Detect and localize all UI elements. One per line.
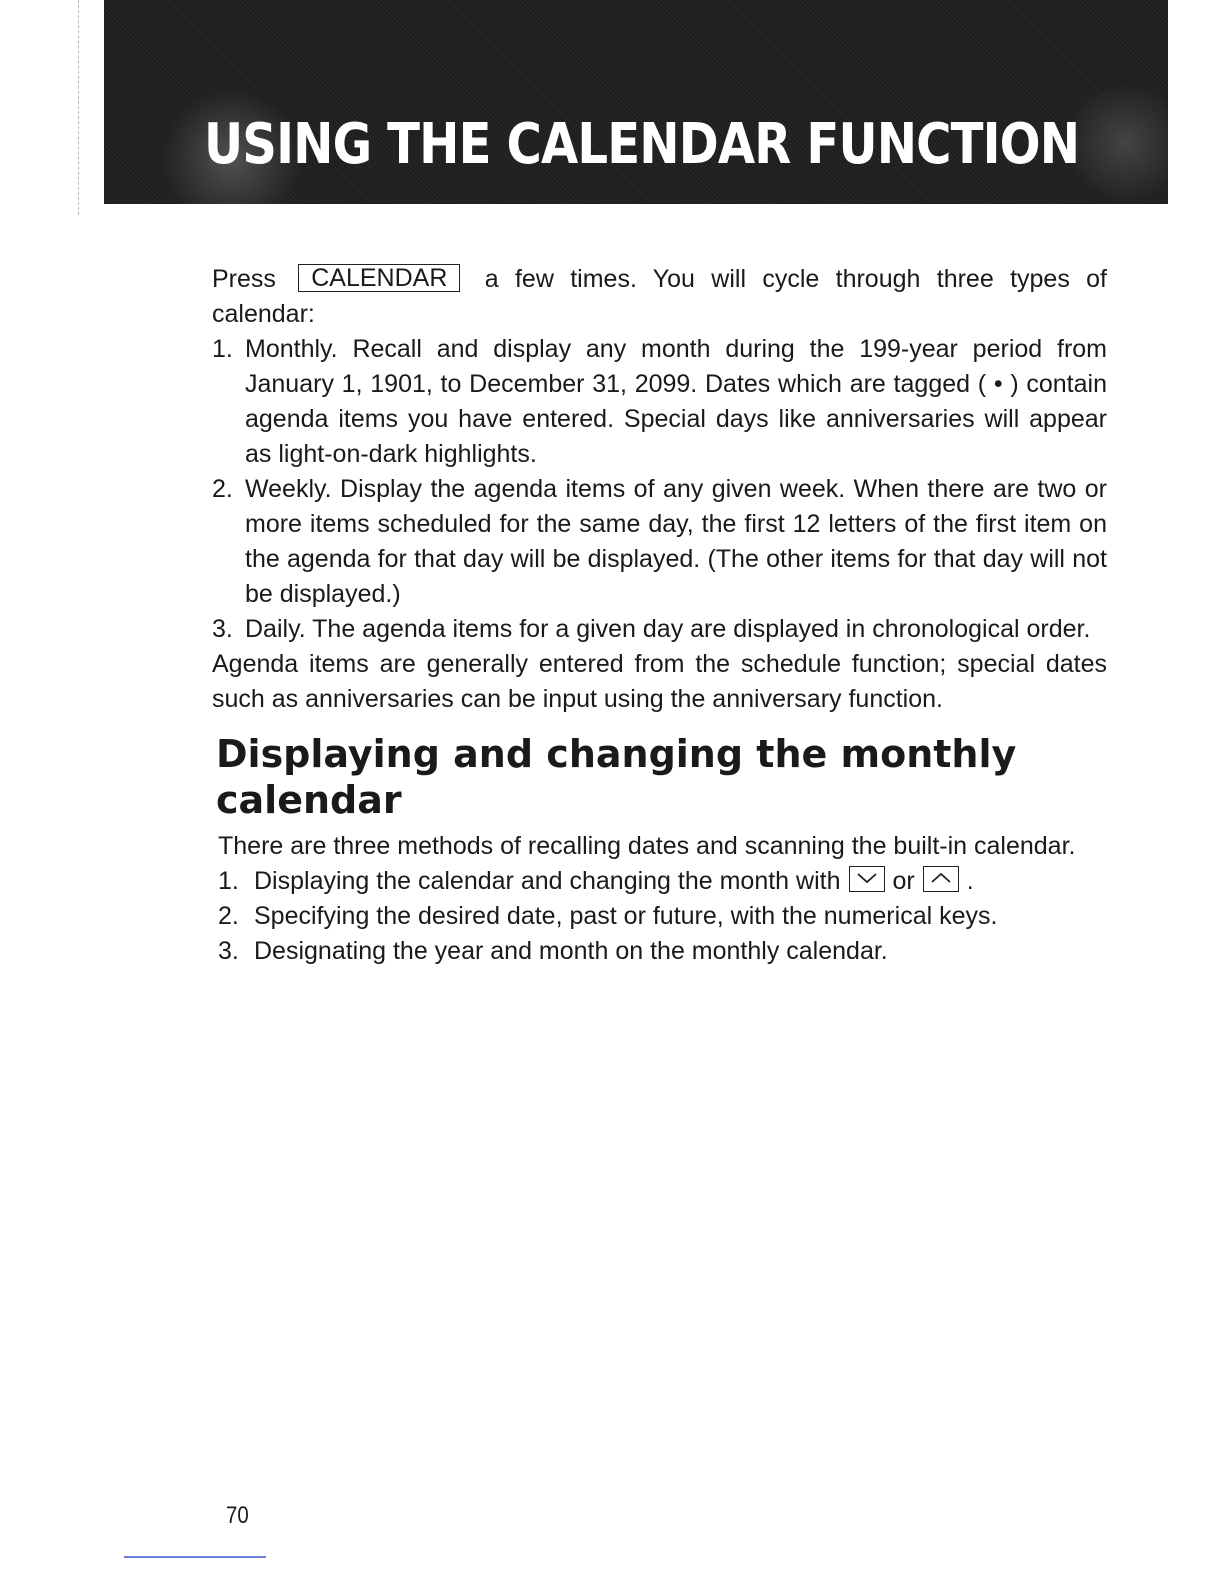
page-number: 70 <box>226 1502 249 1529</box>
section-heading: Displaying and changing the monthly calendar <box>216 732 1017 822</box>
list-item <box>212 472 1107 612</box>
intro-after-key: a few times. You will cycle through three types of calendar: <box>212 265 1108 328</box>
page-content <box>212 262 1107 969</box>
list-item-text: Specifying the desired date, past or future, with the numerical keys. <box>254 902 998 930</box>
monthly-calendar-section <box>212 829 1107 969</box>
page-title: USING THE CALENDAR FUNCTION <box>204 112 1080 177</box>
calendar-key: CALENDAR <box>298 264 460 292</box>
list-item-text: Designating the year and month on the monthly calendar. <box>254 937 888 965</box>
list-item <box>218 864 1107 899</box>
scan-margin-mark <box>78 0 80 215</box>
or-word: or <box>892 867 915 895</box>
list-item-text: Displaying the calendar and changing the month with <box>254 867 841 895</box>
list-item-number: 2. <box>212 475 233 503</box>
footer-rule <box>124 1556 266 1558</box>
calendar-types-list <box>212 332 1107 647</box>
list-item <box>212 612 1107 647</box>
list-item <box>218 899 1107 934</box>
list-item-text: Weekly. Display the agenda items of any given week. When there are two or more items scheduled for the same day, the first 12 letters of the first item on the agenda for that day will be displayed. (The other items for that day will not be displayed.) <box>245 475 1107 608</box>
up-arrow-key-icon <box>923 866 959 892</box>
list-item-text: Daily. The agenda items for a given day are displayed in chronological order. <box>245 615 1091 643</box>
down-arrow-key-icon <box>849 866 885 892</box>
list-item-text: Monthly. Recall and display any month during the 199-year period from January 1, 1901, to December 31, 2099. Dates which are tagged ( • ) contain agenda items you have entered. Special days like anniversaries will appear as light-on-dark highlights. <box>245 335 1107 468</box>
list-item-number: 1. <box>212 335 233 363</box>
end-punctuation: . <box>966 867 974 895</box>
intro-paragraph <box>212 262 1107 332</box>
list-item-number: 1. <box>218 867 239 895</box>
list-item-number: 3. <box>218 937 239 965</box>
list-item <box>218 934 1107 969</box>
intro-before-key: Press <box>212 265 276 293</box>
header-banner <box>104 0 1168 204</box>
list-item <box>212 332 1107 472</box>
agenda-note: Agenda items are generally entered from the schedule function; special dates such as anniversaries can be input using the anniversary function. <box>212 650 1107 713</box>
methods-list <box>218 864 1107 969</box>
list-item-number: 2. <box>218 902 239 930</box>
section-intro: There are three methods of recalling dates and scanning the built-in calendar. <box>218 832 1076 860</box>
list-item-number: 3. <box>212 615 233 643</box>
